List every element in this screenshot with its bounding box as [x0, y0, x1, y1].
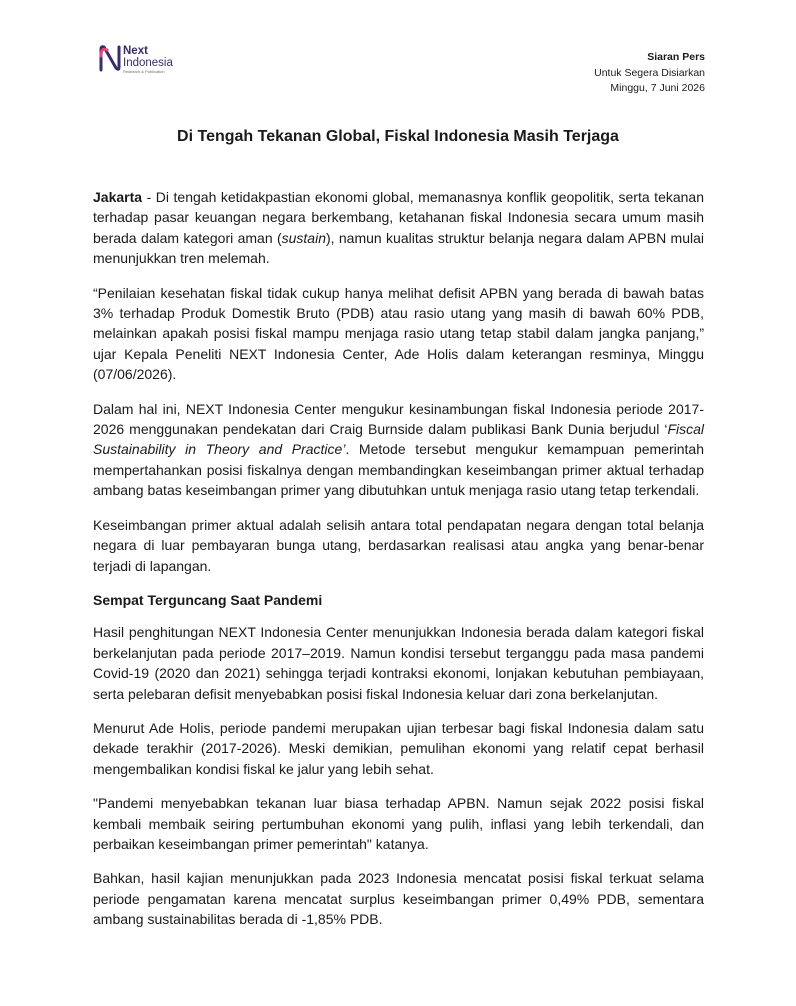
release-type: Siaran Pers	[647, 51, 705, 63]
logo-brand-line1: Next	[123, 45, 148, 57]
dateline: Jakarta	[93, 189, 143, 205]
paragraph-1	[93, 187, 704, 269]
paragraph-3-emphasis: Fiscal Sustainability in Theory and Practice’	[93, 421, 704, 458]
paragraph-3-text-b: . Metode tersebut mengukur kemampuan pemerintah mempertahankan posisi fiskalnya dengan membandingkan keseimbangan primer aktual terhadap ambang batas keseimbangan primer yang dibutuhkan untuk menjaga rasio utang tetap terkendali.	[93, 441, 704, 499]
page-title: Di Tengah Tekanan Global, Fiskal Indonesia Masih Terjaga	[177, 128, 619, 145]
next-indonesia-logo-icon	[98, 44, 122, 72]
company-logo	[98, 44, 208, 76]
logo-wordmark	[123, 45, 173, 69]
paragraph-6: Menurut Ade Holis, periode pandemi merupakan ujian terbesar bagi fiskal Indonesia dalam satu dekade terakhir (2017-2026). Meski demikian, pemulihan ekonomi yang relatif cepat berhasil mengembalikan kondisi fiskal ke jalur yang lebih sehat.	[93, 719, 704, 777]
release-note: Untuk Segera Disiarkan	[594, 66, 705, 79]
paragraph-8: Bahkan, hasil kajian menunjukkan pada 2023 Indonesia mencatat posisi fiskal terkuat selama periode pengamatan karena mencatat surplus keseimbangan primer 0,49% PDB, sementara ambang sustainabilitas berada di -1,85% PDB.	[93, 870, 704, 928]
paragraph-2: “Penilaian kesehatan fiskal tidak cukup hanya melihat defisit APBN yang berada di bawah batas 3% terhadap Produk Domestik Bruto (PDB) atau rasio utang yang masih di bawah 60% PDB, melainkan apakah posisi fiskal mampu menjaga rasio utang tetap stabil dalam jangka panjang,” ujar Kepala Peneliti NEXT Indonesia Center, Ade Holis dalam keterangan resminya, Minggu (07/06/2026).	[93, 284, 704, 383]
release-meta	[594, 50, 705, 97]
release-date: Minggu, 7 Juni 2026	[610, 82, 705, 94]
article-body	[93, 187, 704, 944]
paragraph-3-text-a: Dalam hal ini, NEXT Indonesia Center mengukur kesinambungan fiskal Indonesia periode 2017-2026 menggunakan pendekatan dari Craig Burnside dalam publikasi Bank Dunia berjudul ‘	[93, 400, 704, 438]
paragraph-1-text-a: - Di tengah ketidakpastian ekonomi global, memanasnya konflik geopolitik, serta tekanan terhadap pasar keuangan negara berkembang, ketahanan fiskal Indonesia secara umum masih berada dalam kategori aman (	[93, 189, 704, 246]
logo-brand-line2: Indonesia	[123, 57, 173, 69]
logo-tagline: Research & Publication	[123, 69, 165, 74]
paragraph-5: Hasil penghitungan NEXT Indonesia Center menunjukkan Indonesia berada dalam kategori fiskal berkelanjutan pada periode 2017–2019. Namun kondisi tersebut terganggu pada masa pandemi Covid-19 (2020 dan 2021) sehingga terjadi kontraksi ekonomi, lonjakan kebutuhan pembiayaan, serta pelebaran defisit menyebabkan posisi fiskal Indonesia keluar dari zona berkelanjutan.	[93, 624, 704, 702]
paragraph-1-emphasis: sustain	[281, 229, 326, 246]
paragraph-3	[93, 399, 704, 501]
paragraph-1-text-b: ), namun kualitas struktur belanja negara dalam APBN mulai menunjukkan tren melemah.	[93, 229, 704, 267]
paragraph-7: "Pandemi menyebabkan tekanan luar biasa terhadap APBN. Namun sejak 2022 posisi fiskal kembali membaik seiring pertumbuhan ekonomi yang pulih, inflasi yang lebih terkendali, dan perbaikan keseimbangan primer pemerintah" katanya.	[93, 795, 704, 852]
paragraph-4: Keseimbangan primer aktual adalah selisih antara total pendapatan negara dengan total belanja negara di luar pembayaran bunga utang, berdasarkan realisasi atau angka yang benar-benar terjadi di lapangan.	[93, 516, 704, 574]
subheading: Sempat Terguncang Saat Pandemi	[93, 591, 323, 608]
